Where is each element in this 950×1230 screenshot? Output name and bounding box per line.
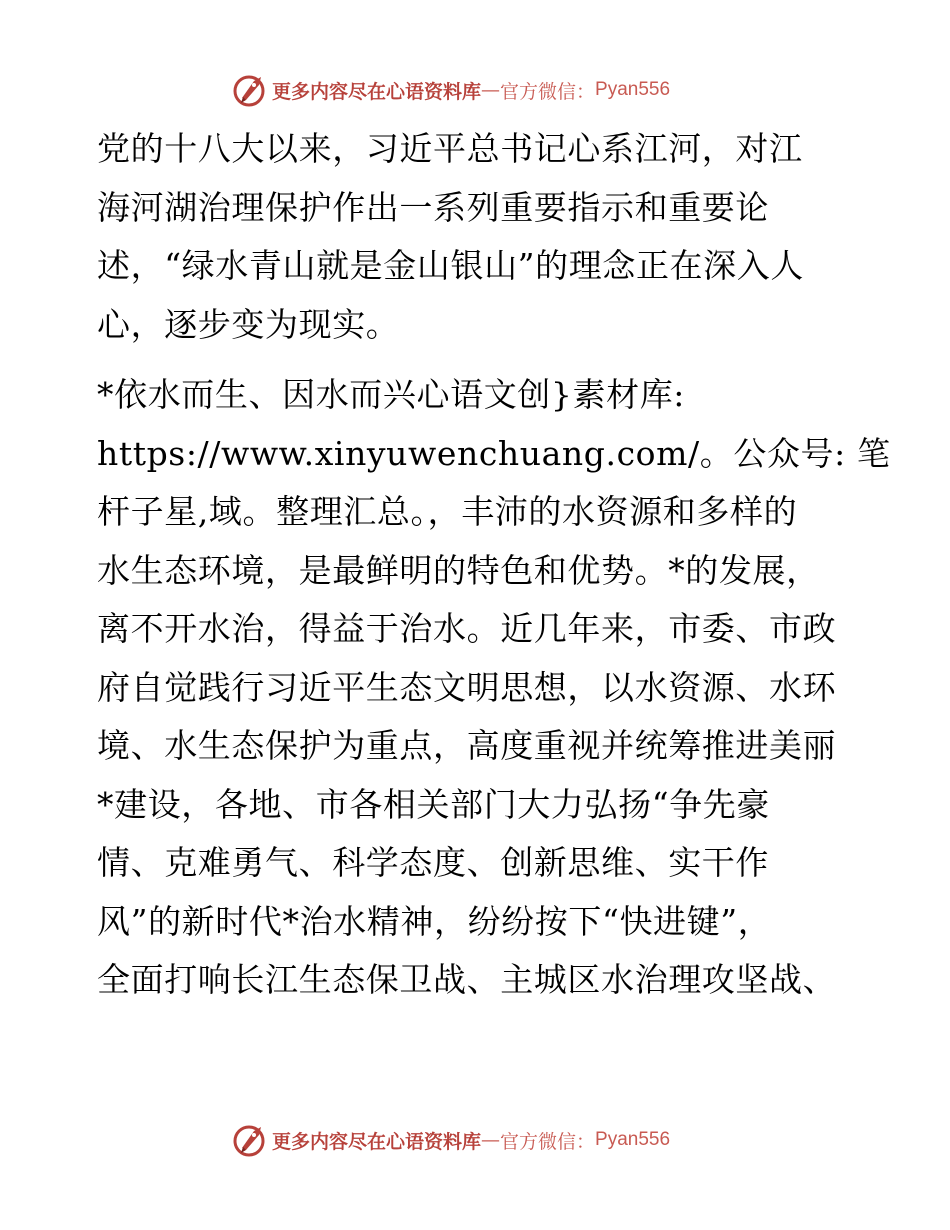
- header-main-text: 更多内容尽在心语资料库: [272, 80, 482, 103]
- pen-nib-logo-icon: [232, 1122, 268, 1158]
- text-line: 府自觉践行习近平生态文明思想，以水资源、水环: [97, 667, 837, 707]
- text-line: 全面打响长江生态保卫战、主城区水治理攻坚战、: [97, 960, 837, 999]
- text-line: 杆子星,域。整理汇总。，丰沛的水资源和多样的: [97, 492, 798, 531]
- header-separator: —: [481, 79, 501, 101]
- footer-separator: —: [481, 1129, 501, 1151]
- header-banner: [232, 70, 670, 110]
- text-line: 水生态环境，是最鲜明的特色和优势。*的发展，: [97, 550, 820, 590]
- footer-main-text: 更多内容尽在心语资料库: [272, 1130, 482, 1153]
- text-line: 情、克难勇气、科学态度、创新思维、实干作: [97, 843, 769, 882]
- document-body: [97, 120, 891, 1010]
- pen-nib-logo-icon: [232, 72, 268, 108]
- paragraph-1: [97, 120, 857, 354]
- header-sub-text: 官方微信：: [500, 80, 596, 103]
- header-wechat-id: Pyan556: [595, 79, 671, 100]
- text-line: 境、水生态保护为重点，高度重视并统筹推进美丽: [97, 726, 837, 765]
- text-line: 述，“绿水青山就是金山银山”的理念正在深入人: [97, 246, 804, 285]
- footer-wechat-id: Pyan556: [595, 1129, 671, 1150]
- paragraph-2: [97, 366, 891, 1010]
- text-line: 风”的新时代*治水精神，纷纷按下“快进键”，: [97, 901, 772, 941]
- footer-sub-text: 官方微信：: [500, 1130, 596, 1153]
- text-line: 离不开水治，得益于治水。近几年来，市委、市政: [97, 609, 837, 648]
- footer-banner: [232, 1120, 670, 1160]
- text-line: 党的十八大以来，习近平总书记心系江河，对江: [97, 129, 803, 168]
- text-line: 心，逐步变为现实。: [97, 304, 400, 344]
- text-line: *依水而生、因水而兴心语文创}素材库:: [97, 375, 686, 414]
- text-line: 海河湖治理保护作出一系列重要指示和重要论: [97, 187, 769, 227]
- text-line: *建设，各地、市各相关部门大力弘扬“争先豪: [97, 784, 770, 824]
- text-line: https://www.xinyuwenchuang.com/。公众号: 笔: [97, 433, 891, 473]
